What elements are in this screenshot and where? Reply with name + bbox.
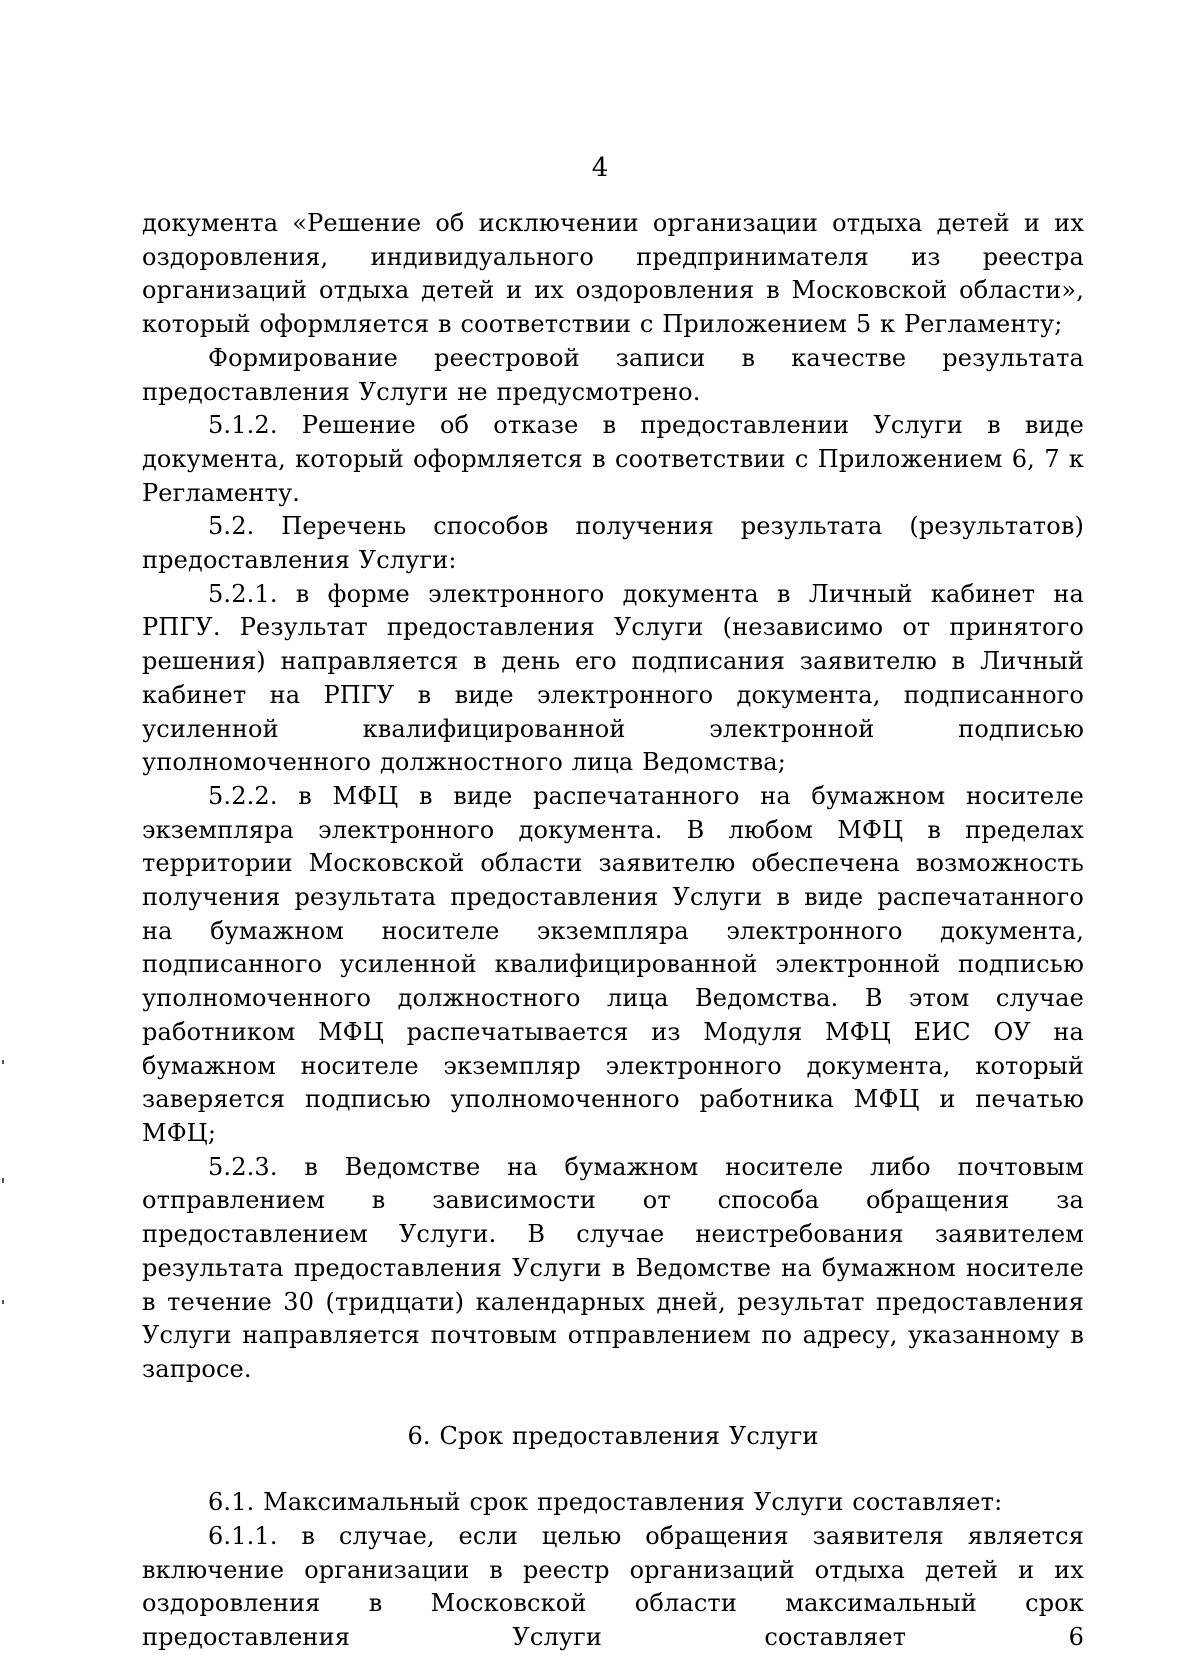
paragraph-6-1: 6.1. Максимальный срок предоставления Услуги составляет: bbox=[208, 1488, 1003, 1517]
paragraph-continuation: документа «Решение об исключении организации отдыха детей и их оздоровления, индивидуального предпринимателя из реестра организаций отдыха детей и их оздоровления в Московской области», который оформляется в соответствии с Приложением 5 к Регламенту; bbox=[142, 209, 1084, 339]
paragraph-5-2: 5.2. Перечень способов получения результата (результатов) предоставления Услуги: bbox=[142, 512, 1084, 575]
paragraph-5-1-2: 5.1.2. Решение об отказе в предоставлении Услуги в виде документа, который оформляется в соответствии с Приложением 6, 7 к Регламенту. bbox=[142, 411, 1084, 507]
scan-edge-mark bbox=[2, 1300, 4, 1304]
paragraph-5-2-1: 5.2.1. в форме электронного документа в Личный кабинет на РПГУ. Результат предоставления Услуги (независимо от принятого решения) направляется в день его подписания заявителю в Личный кабинет на РПГУ в виде электронного документа, подписанного усиленной квалифицированной электронной подписью уполномоченного должностного лица Ведомства; bbox=[142, 579, 1084, 777]
scan-edge-mark bbox=[2, 1060, 4, 1064]
scan-edge-mark bbox=[2, 1178, 4, 1183]
paragraph-registry-record: Формирование реестровой записи в качестве результата предоставления Услуги не предусмотрено. bbox=[142, 343, 1084, 406]
page-number: 4 bbox=[591, 153, 609, 183]
section-heading: 6. Срок предоставления Услуги bbox=[407, 1421, 819, 1450]
paragraph-6-1-1: 6.1.1. в случае, если целью обращения заявителя является включение организации в реестр организаций отдыха детей и их оздоровления в Московской области максимальный срок предоставления Услуги составляет 6 bbox=[142, 1522, 1084, 1652]
document-body bbox=[142, 207, 1084, 1655]
paragraph-5-2-2: 5.2.2. в МФЦ в виде распечатанного на бумажном носителе экземпляра электронного документа. В любом МФЦ в пределах территории Московской области заявителю обеспечена возможность получения результата предоставления Услуги в виде распечатанного на бумажном носителе экземпляра электронного документа, подписанного усиленной квалифицированной электронной подписью уполномоченного должностного лица Ведомства. В этом случае работником МФЦ распечатывается из Модуля МФЦ ЕИС ОУ на бумажном носителе экземпляр электронного документа, который заверяется подписью уполномоченного работника МФЦ и печатью МФЦ; bbox=[142, 781, 1084, 1147]
paragraph-5-2-3: 5.2.3. в Ведомстве на бумажном носителе либо почтовым отправлением в зависимости от способа обращения за предоставлением Услуги. В случае неистребования заявителем результата предоставления Услуги в Ведомстве на бумажном носителе в течение 30 (тридцати) календарных дней, результат предоставления Услуги направляется почтовым отправлением по адресу, указанному в запросе. bbox=[142, 1152, 1084, 1383]
